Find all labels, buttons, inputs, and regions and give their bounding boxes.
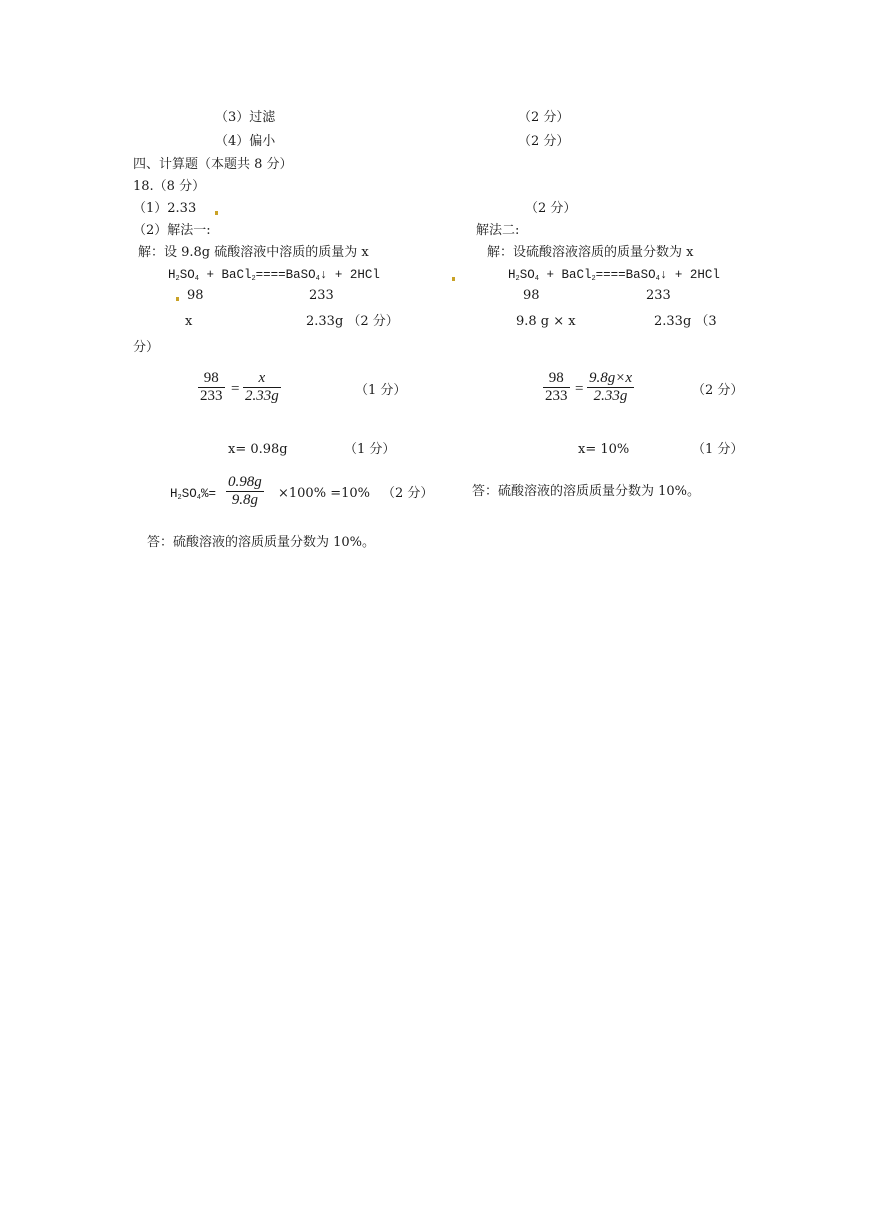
edit-mark	[215, 211, 218, 215]
method2-ratio-score: （2 分）	[692, 383, 744, 398]
edit-mark	[176, 297, 179, 301]
method2-mass-h2so4: 98	[523, 288, 540, 303]
method2-x-result: x= 10%	[578, 442, 630, 457]
method2-unknown: 9.8 g × x	[516, 314, 576, 329]
equals-sign: =	[575, 381, 584, 397]
method2-x-score: （1 分）	[692, 442, 744, 457]
method2-intro: 解：设硫酸溶液溶质的质量分数为 x	[487, 245, 694, 260]
method2-answer: 答：硫酸溶液的溶质质量分数为 10%。	[472, 484, 701, 499]
part-1-answer: （1）2.33	[133, 201, 197, 216]
method2-equation: $H_2SO_4$ + BaCl$_2$====BaSO$_4$↓ + 2HCl	[508, 268, 720, 283]
percent-score: （2 分）	[382, 486, 434, 501]
question-18-label: 18.（8 分）	[133, 179, 206, 194]
percent-result: ×100% =10%	[278, 486, 370, 501]
method1-ratio-score: （1 分）	[355, 383, 407, 398]
item-3-score: （2 分）	[518, 110, 570, 125]
method1-mass-h2so4: 98	[187, 288, 204, 303]
item-3-answer: （3）过滤	[215, 110, 276, 125]
method-two-label: 解法二:	[476, 223, 520, 238]
method1-ratio-left: 98 233	[200, 370, 223, 404]
percent-label: $H_2SO_4\%=$	[170, 487, 216, 502]
percent-fraction: 0.98g 9.8g	[228, 474, 262, 508]
method1-x-score: （1 分）	[344, 442, 396, 457]
method2-known-mass: 2.33g （3	[654, 314, 717, 329]
section-heading: 四、计算题（本题共 8 分）	[133, 157, 293, 172]
method1-answer: 答：硫酸溶液的溶质质量分数为 10%。	[147, 535, 376, 550]
method1-intro: 解：设 9.8g 硫酸溶液中溶质的质量为 x	[138, 245, 369, 260]
method2-mass-baso4: 233	[646, 288, 671, 303]
method2-ratio-left: 98 233	[545, 370, 568, 404]
method1-mass-baso4: 233	[309, 288, 334, 303]
method1-known-mass: 2.33g （2 分）	[306, 314, 399, 329]
method1-ratio-right: x 2.33g	[245, 370, 279, 404]
item-4-score: （2 分）	[518, 134, 570, 149]
method2-ratio-right: 9.8g×x 2.33g	[589, 370, 633, 404]
score-wrap-text: 分）	[133, 340, 160, 355]
method1-equation: $H_2SO_4$ + BaCl$_2$====BaSO$_4$↓ + 2HCl	[168, 268, 380, 283]
item-4-answer: （4）偏小	[215, 134, 276, 149]
method1-unknown: x	[185, 314, 193, 329]
part-1-score: （2 分）	[525, 201, 577, 216]
method-one-label: （2）解法一:	[133, 223, 211, 238]
equals-sign: =	[231, 381, 240, 397]
edit-mark	[452, 277, 455, 281]
method1-x-result: x= 0.98g	[228, 442, 288, 457]
